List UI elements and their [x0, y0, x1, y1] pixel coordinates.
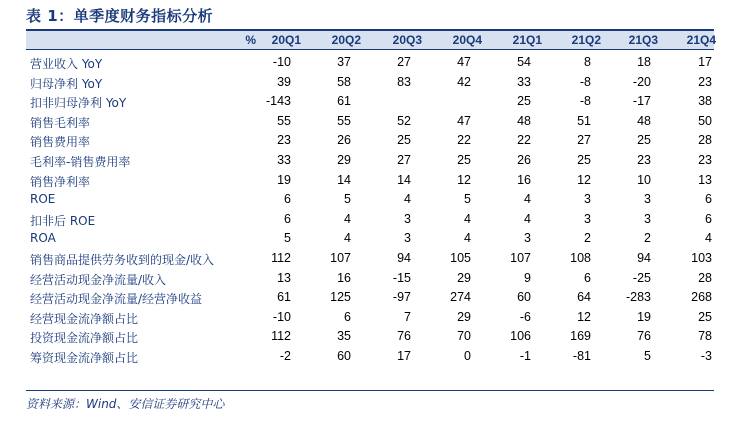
- table-cell: -1: [519, 348, 531, 363]
- table-cell: 7: [404, 309, 411, 324]
- table-cell: 103: [691, 250, 712, 265]
- table-row: [26, 347, 714, 367]
- table-row: [26, 92, 714, 112]
- row-label: 经营现金流净额占比: [30, 311, 139, 326]
- table-cell: 37: [337, 55, 351, 69]
- table-cell: 25: [637, 133, 651, 148]
- table-row: [26, 131, 714, 151]
- row-label: 扣非归母净利 YoY: [30, 96, 127, 111]
- table-cell: 4: [705, 231, 712, 246]
- table-cell: 50: [698, 113, 712, 128]
- table-cell: 268: [691, 290, 712, 305]
- table-cell: 12: [577, 309, 591, 324]
- header-col: 20Q1: [271, 33, 301, 47]
- table-header: [26, 31, 714, 49]
- table-cell: 27: [577, 133, 591, 148]
- table-body: [26, 53, 714, 367]
- table-cell: 23: [637, 152, 651, 167]
- table-cell: 70: [457, 329, 471, 344]
- table-cell: 14: [337, 172, 351, 187]
- header-col: 20Q3: [392, 33, 422, 47]
- table-cell: 33: [277, 152, 291, 167]
- table-cell: 12: [457, 172, 471, 187]
- row-label: 经营活动现金净流量/经营净收益: [30, 292, 203, 307]
- table-cell: 26: [517, 152, 531, 167]
- table-cell: 55: [337, 113, 351, 128]
- row-label: 销售费用率: [30, 135, 91, 150]
- table-cell: 76: [397, 329, 411, 344]
- table-cell: -17: [632, 94, 651, 109]
- row-label: ROA: [30, 231, 56, 246]
- table-cell: 25: [698, 309, 712, 324]
- row-label: 经营活动现金净流量/收入: [30, 272, 167, 287]
- table-cell: 6: [344, 309, 351, 324]
- row-label: 归母净利 YoY: [30, 76, 103, 91]
- table-cell: 25: [517, 94, 531, 109]
- table-cell: 25: [397, 133, 411, 148]
- row-label: 销售净利率: [30, 174, 91, 189]
- table-cell: 3: [404, 231, 411, 246]
- table-row: [26, 171, 714, 191]
- table-cell: -2: [279, 348, 291, 363]
- table-cell: -10: [272, 309, 291, 324]
- table-cell: 2: [644, 231, 651, 246]
- table-row: [26, 151, 714, 171]
- table-cell: 51: [577, 113, 591, 128]
- table-cell: 6: [284, 211, 291, 226]
- table-cell: 23: [698, 152, 712, 167]
- table-cell: 78: [698, 329, 712, 344]
- table-cell: 29: [457, 270, 471, 285]
- table-cell: 3: [584, 192, 591, 207]
- row-label: 销售毛利率: [30, 115, 91, 130]
- table-cell: 4: [524, 192, 531, 207]
- table-row: [26, 229, 714, 249]
- table-cell: 3: [404, 211, 411, 226]
- table-cell: 3: [524, 231, 531, 246]
- table-cell: 58: [337, 74, 351, 89]
- table-cell: 13: [277, 270, 291, 285]
- table-cell: 4: [464, 231, 471, 246]
- table-cell: 17: [397, 348, 411, 363]
- table-cell: 3: [584, 211, 591, 226]
- table-cell: 27: [397, 152, 411, 167]
- table-cell: 16: [337, 270, 351, 285]
- table-row: [26, 73, 714, 93]
- table-cell: 112: [271, 250, 291, 265]
- table-cell: 19: [637, 309, 651, 324]
- table-cell: 112: [271, 329, 291, 344]
- table-cell: -3: [700, 348, 712, 363]
- table-cell: 2: [584, 231, 591, 246]
- header-rule: [26, 49, 714, 50]
- table-cell: 60: [517, 290, 531, 305]
- table-row: [26, 308, 714, 328]
- table-cell: 16: [517, 172, 531, 187]
- table-cell: 47: [457, 113, 471, 128]
- table-cell: 8: [584, 55, 591, 69]
- table-cell: 6: [705, 211, 712, 226]
- table-cell: 35: [337, 329, 351, 344]
- row-label: ROE: [30, 192, 56, 207]
- table-cell: -283: [625, 290, 651, 305]
- table-cell: 48: [637, 113, 651, 128]
- table-cell: 29: [337, 152, 351, 167]
- table-cell: 5: [344, 192, 351, 207]
- table-cell: 4: [404, 192, 411, 207]
- table-cell: 19: [277, 172, 291, 187]
- table-cell: 28: [698, 270, 712, 285]
- table-cell: 6: [705, 192, 712, 207]
- row-label: 营业收入 YoY: [30, 57, 103, 71]
- table-cell: 83: [397, 74, 411, 89]
- table-cell: 5: [644, 348, 651, 363]
- header-unit: %: [245, 33, 256, 47]
- table-cell: 107: [510, 250, 531, 265]
- table-cell: 4: [464, 211, 471, 226]
- table-cell: 23: [698, 74, 712, 89]
- table-cell: 28: [698, 133, 712, 148]
- table-cell: 17: [698, 55, 712, 69]
- table-cell: 48: [517, 113, 531, 128]
- table-cell: 3: [644, 211, 651, 226]
- table-cell: 3: [644, 192, 651, 207]
- table-cell: 6: [584, 270, 591, 285]
- table-cell: 22: [517, 133, 531, 148]
- table-cell: -10: [272, 55, 291, 69]
- table-cell: 4: [344, 231, 351, 246]
- table-cell: -8: [579, 94, 591, 109]
- table-cell: 38: [698, 94, 712, 109]
- row-label: 投资现金流净额占比: [30, 331, 139, 346]
- table-cell: 61: [277, 290, 291, 305]
- table-cell: 4: [344, 211, 351, 226]
- source-note: 资料来源：Wind、安信证券研究中心: [26, 397, 225, 411]
- row-label: 扣非后 ROE: [30, 213, 96, 228]
- table-cell: 61: [337, 94, 351, 109]
- table-cell: 105: [450, 250, 471, 265]
- table-row: [26, 53, 714, 73]
- table-row: [26, 249, 714, 269]
- table-cell: 42: [457, 74, 471, 89]
- table-cell: -20: [632, 74, 651, 89]
- table-cell: 12: [577, 172, 591, 187]
- table-cell: -15: [392, 270, 411, 285]
- table-cell: 94: [397, 250, 411, 265]
- table-cell: 54: [517, 55, 531, 69]
- header-col: 21Q1: [512, 33, 542, 47]
- table-cell: 27: [397, 55, 411, 69]
- header-col: 21Q4: [686, 33, 716, 47]
- table-cell: 33: [517, 74, 531, 89]
- table-cell: 26: [337, 133, 351, 148]
- table-cell: 23: [277, 133, 291, 148]
- table-cell: 39: [277, 74, 291, 89]
- bottom-rule: [26, 390, 714, 391]
- table-cell: 106: [510, 329, 531, 344]
- header-col: 20Q2: [331, 33, 361, 47]
- table-cell: 13: [698, 172, 712, 187]
- row-label: 筹资现金流净额占比: [30, 350, 139, 365]
- table-cell: 25: [457, 152, 471, 167]
- table-cell: 9: [524, 270, 531, 285]
- table-cell: 107: [330, 250, 351, 265]
- table-cell: 4: [524, 211, 531, 226]
- table-cell: 76: [637, 329, 651, 344]
- table-row: [26, 112, 714, 132]
- row-label: 毛利率-销售费用率: [30, 154, 131, 169]
- table-cell: 14: [397, 172, 411, 187]
- table-cell: 47: [457, 55, 471, 69]
- table-cell: -8: [579, 74, 591, 89]
- table-row: [26, 210, 714, 230]
- header-col: 21Q2: [571, 33, 601, 47]
- table-cell: 10: [637, 172, 651, 187]
- table-cell: -143: [265, 94, 291, 109]
- table-title: 表 1：单季度财务指标分析: [26, 7, 214, 25]
- table-cell: 169: [570, 329, 591, 344]
- table-cell: 6: [284, 192, 291, 207]
- table-cell: 94: [637, 250, 651, 265]
- table-cell: 108: [570, 250, 591, 265]
- table-cell: 22: [457, 133, 471, 148]
- table-cell: -6: [519, 309, 531, 324]
- header-col: 21Q3: [628, 33, 658, 47]
- table-row: [26, 327, 714, 347]
- table-cell: 5: [284, 231, 291, 246]
- table-cell: 29: [457, 309, 471, 324]
- table-cell: 55: [277, 113, 291, 128]
- table-row: [26, 269, 714, 289]
- table-cell: 274: [450, 290, 471, 305]
- table-row: [26, 190, 714, 210]
- table-cell: 60: [337, 348, 351, 363]
- row-label: 销售商品提供劳务收到的现金/收入: [30, 252, 215, 267]
- header-col: 20Q4: [452, 33, 482, 47]
- table-cell: 18: [637, 55, 651, 69]
- table-cell: 25: [577, 152, 591, 167]
- table-cell: 5: [464, 192, 471, 207]
- table-cell: 0: [464, 348, 471, 363]
- table-cell: -81: [572, 348, 591, 363]
- table-row: [26, 288, 714, 308]
- table-cell: -25: [632, 270, 651, 285]
- table-cell: -97: [392, 290, 411, 305]
- table-cell: 125: [330, 290, 351, 305]
- table-cell: 64: [577, 290, 591, 305]
- table-cell: 52: [397, 113, 411, 128]
